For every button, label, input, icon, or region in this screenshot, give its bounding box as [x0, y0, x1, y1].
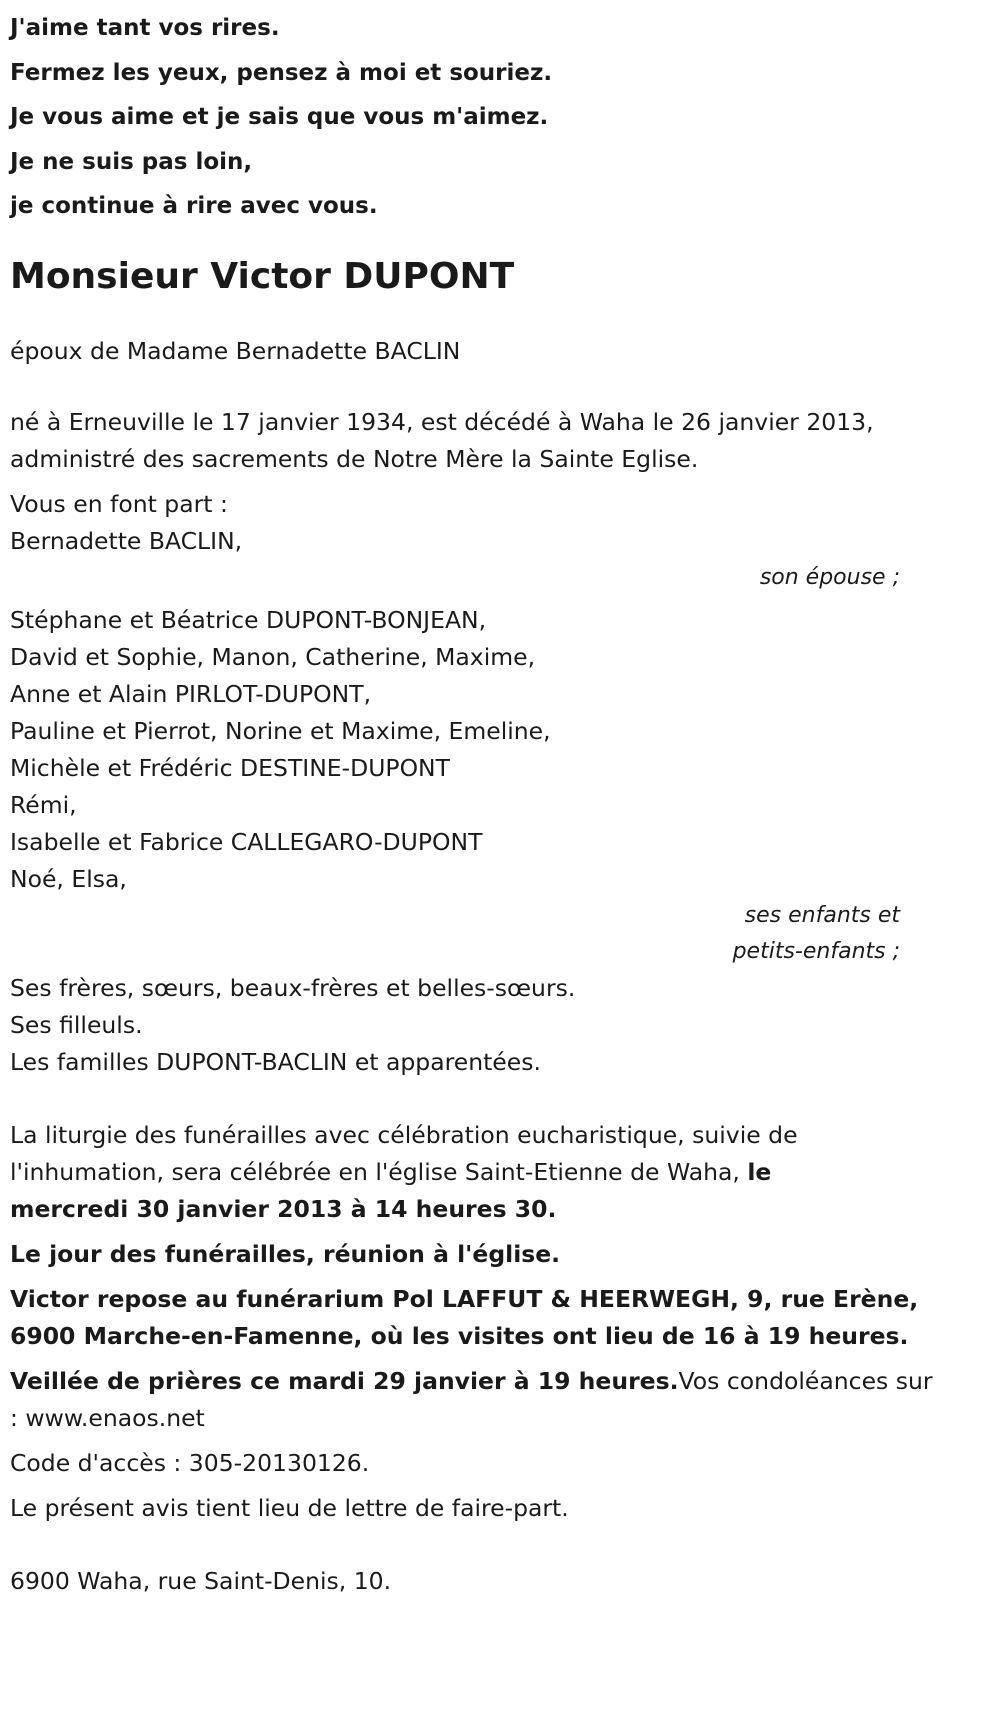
notice-text: Le présent avis tient lieu de lettre de faire-part.: [10, 1493, 569, 1522]
poem-line: je continue à rire avec vous.: [10, 193, 378, 219]
list-item: Michèle et Frédéric DESTINE-DUPONT: [10, 753, 450, 782]
birth-death-line: né à Erneuville le 17 janvier 1934, est décédé à Waha le 26 janvier 2013,: [10, 407, 874, 436]
funeral-meeting: Le jour des funérailles, réunion à l'église.: [10, 1239, 561, 1268]
funerarium-line: 6900 Marche-en-Famenne, où les visites ont lieu de 16 à 19 heures.: [10, 1321, 909, 1350]
announcement-intro: Vous en font part :: [10, 489, 228, 518]
death-notice: [10, 0, 933, 1600]
list-item: Ses filleuls.: [10, 1010, 143, 1039]
family-address: 6900 Waha, rue Saint-Denis, 10.: [10, 1566, 392, 1595]
liturgy-paragraph: [10, 1117, 900, 1228]
spouse-line: époux de Madame Bernadette BACLIN: [10, 336, 461, 365]
liturgy-text: l'inhumation, sera célébrée en l'église Saint-Etienne de Waha,: [10, 1157, 748, 1186]
children-relation-line: petits-enfants ;: [732, 938, 900, 964]
condolences-website: : www.enaos.net: [10, 1403, 205, 1432]
list-item: Les familles DUPONT-BACLIN et apparentées.: [10, 1047, 541, 1076]
poem-line: J'aime tant vos rires.: [10, 15, 280, 41]
vigil-line: [10, 1363, 933, 1400]
liturgy-line: [10, 1154, 900, 1191]
poem: [10, 6, 900, 229]
list-item: Pauline et Pierrot, Norine et Maxime, Emeline,: [10, 716, 551, 745]
list-item: David et Sophie, Manon, Catherine, Maxime,: [10, 642, 536, 671]
children-relation-line: ses enfants et: [744, 902, 900, 928]
list-item: Noé, Elsa,: [10, 864, 127, 893]
vigil-text: Veillée de prières ce mardi 29 janvier à 19 heures.: [10, 1366, 679, 1395]
condolences-text: Vos condoléances sur: [678, 1366, 933, 1395]
poem-line: Je ne suis pas loin,: [10, 148, 253, 175]
poem-line: Fermez les yeux, pensez à moi et souriez.: [10, 59, 553, 86]
sacraments-line: administré des sacrements de Notre Mère la Sainte Eglise.: [10, 444, 699, 473]
spouse-name: Bernadette BACLIN,: [10, 526, 243, 555]
children-list: [10, 602, 900, 898]
funerarium-info: [10, 1281, 919, 1355]
list-item: Stéphane et Béatrice DUPONT-BONJEAN,: [10, 605, 487, 634]
poem-line: Je vous aime et je sais que vous m'aimez.: [10, 104, 549, 130]
list-item: Anne et Alain PIRLOT-DUPONT,: [10, 679, 372, 708]
list-item: Rémi,: [10, 790, 77, 819]
access-code: Code d'accès : 305-20130126.: [10, 1448, 370, 1477]
liturgy-date-start: le: [747, 1157, 772, 1186]
vigil-condolences: [10, 1363, 933, 1437]
list-item: Ses frères, sœurs, beaux-frères et belles-sœurs.: [10, 973, 576, 1002]
birth-death-info: [10, 404, 900, 478]
liturgy-date: mercredi 30 janvier 2013 à 14 heures 30.: [10, 1194, 557, 1223]
list-item: Isabelle et Fabrice CALLEGARO-DUPONT: [10, 827, 483, 856]
announcement: [10, 486, 900, 560]
other-relatives: [10, 970, 900, 1081]
children-relation: [10, 898, 900, 970]
deceased-name: Monsieur Victor DUPONT: [10, 255, 515, 297]
funerarium-line: Victor repose au funérarium Pol LAFFUT & HEERWEGH, 9, rue Erène,: [10, 1284, 919, 1313]
liturgy-line: La liturgie des funérailles avec célébration eucharistique, suivie de: [10, 1120, 798, 1149]
spouse-relation: son épouse ;: [759, 564, 900, 590]
